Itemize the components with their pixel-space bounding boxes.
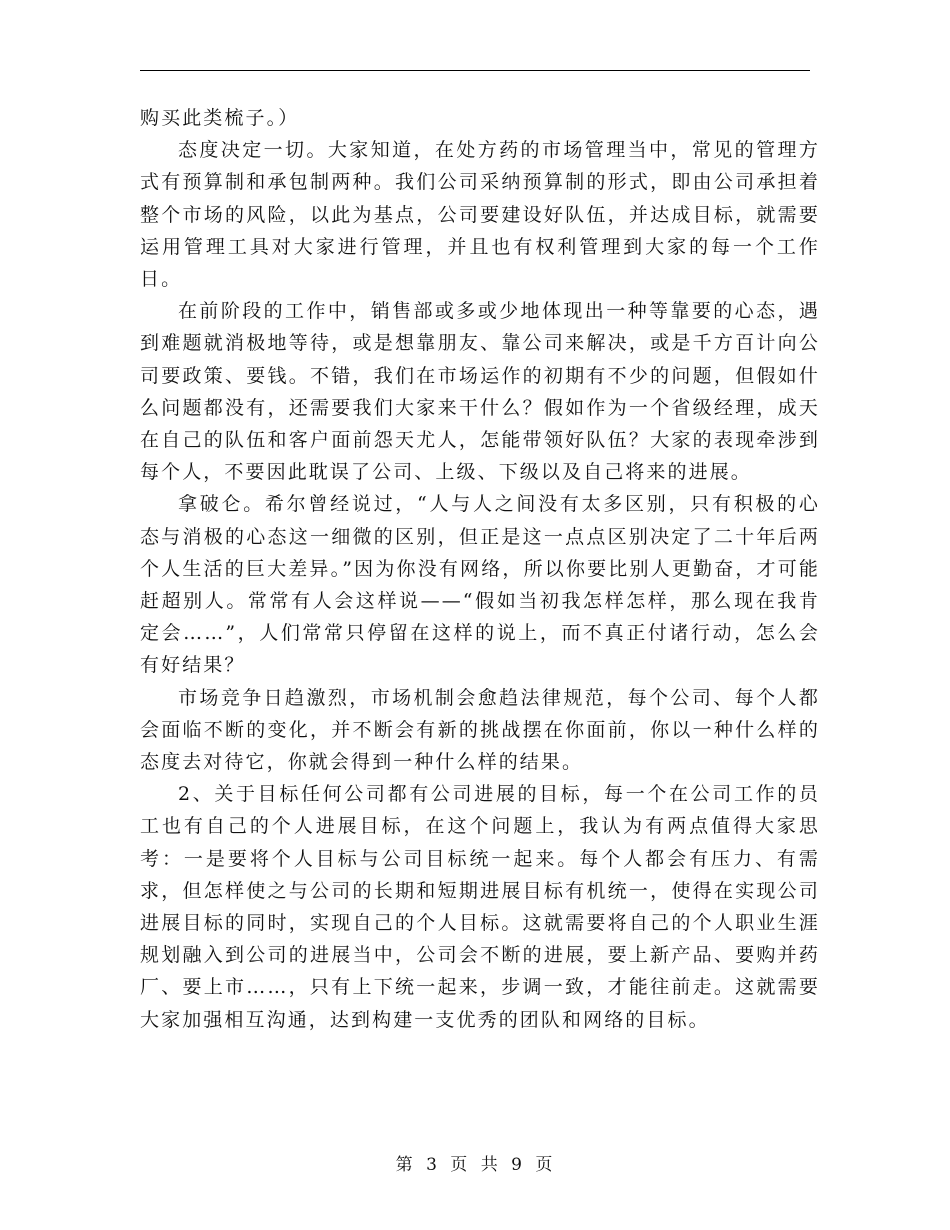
paragraph-market-competition: 市场竞争日趋激烈，市场机制会愈趋法律规范，每个公司、每个人都会面临不断的变化，并不断会有新的挑战摆在你面前，你以一种什么样的态度去对待它，你就会得到一种什么样的结果。	[140, 686, 820, 774]
header-rule	[140, 70, 810, 71]
paragraph-goals: 2、关于目标任何公司都有公司进展的目标，每一个在公司工作的员工也有自己的个人进展目标，在这个问题上，我认为有两点值得大家思考：一是要将个人目标与公司目标统一起来。每个人都会有压力、有需求，但怎样使之与公司的长期和短期进展目标有机统一，使得在实现公司进展目标的同时，实现自己的个人目标。这就需要将自己的个人职业生涯规划融入到公司的进展当中，公司会不断的进展，要上新产品、要购并药厂、要上市……，只有上下统一起来，步调一致，才能往前走。这就需要大家加强相互沟通，达到构建一支优秀的团队和网络的目标。	[140, 783, 820, 1031]
paragraph-attitude: 态度决定一切。大家知道，在处方药的市场管理当中，常见的管理方式有预算制和承包制两种。我们公司采纳预算制的形式，即由公司承担着整个市场的风险，以此为基点，公司要建设好队伍，并达成目标，就需要运用管理工具对大家进行管理，并且也有权利管理到大家的每一个工作日。	[140, 139, 820, 291]
document-body	[140, 102, 820, 1036]
paragraph-continuation: 购买此类梳子。）	[140, 107, 300, 129]
page-number: 第 3 页 共 9 页	[395, 1155, 555, 1175]
paragraph-previous-stage: 在前阶段的工作中，销售部或多或少地体现出一种等靠要的心态，遇到难题就消极地等待，或是想靠朋友、靠公司来解决，或是千方百计向公司要政策、要钱。不错，我们在市场运作的初期有不少的问题，但假如什么问题都没有，还需要我们大家来干什么？假如作为一个省级经理，成天在自己的队伍和客户面前怨天尤人，怎能带领好队伍？大家的表现牵涉到每个人，不要因此耽误了公司、上级、下级以及自己将来的进展。	[140, 300, 820, 484]
paragraph-napoleon-hill: 拿破仑。希尔曾经说过，“人与人之间没有太多区别，只有积极的心态与消极的心态这一细微的区别，但正是这一点点区别决定了二十年后两个人生活的巨大差异。”因为你没有网络，所以你要比别人更勤奋，才可能赶超别人。常常有人会这样说——“假如当初我怎样怎样，那么现在我肯定会……”，人们常常只停留在这样的说上，而不真正付诸行动，怎么会有好结果？	[140, 493, 820, 677]
